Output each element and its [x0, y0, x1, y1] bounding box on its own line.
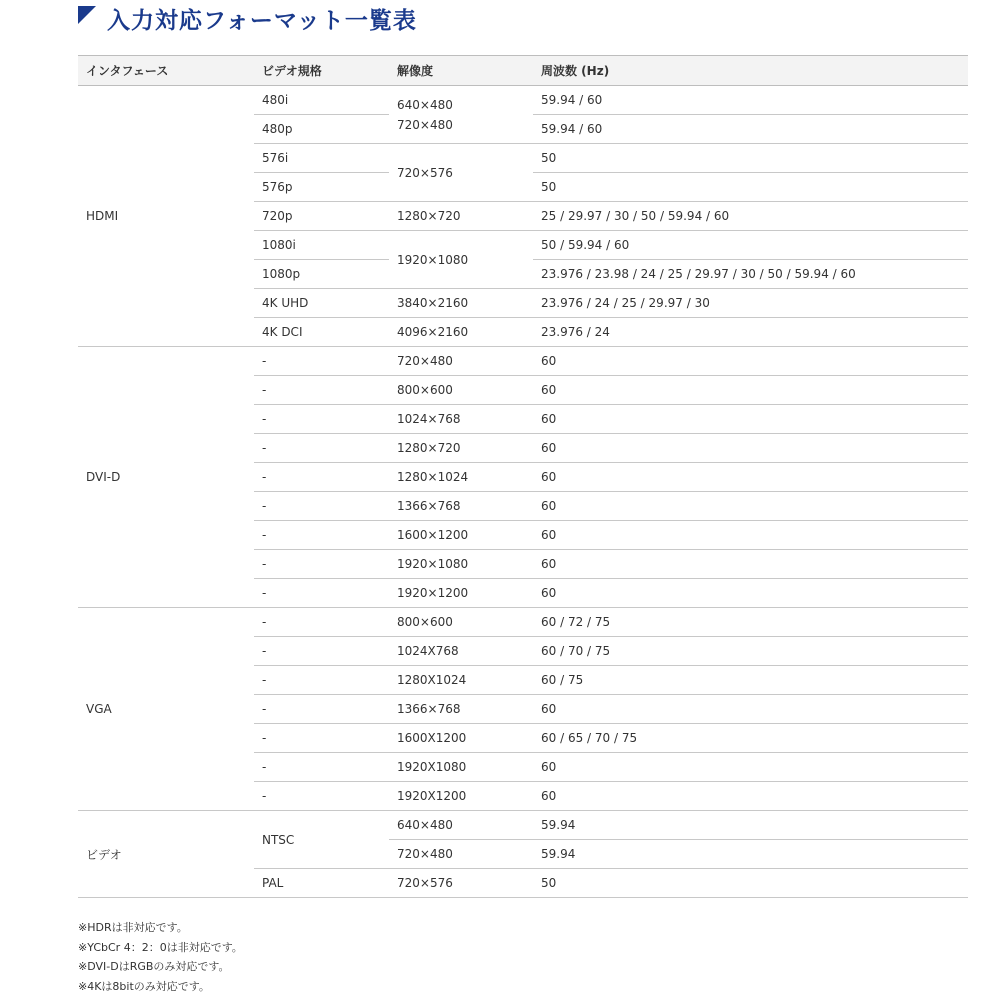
- resolution-cell: 720×480: [389, 347, 533, 376]
- standard-cell: 1080i: [254, 231, 389, 260]
- resolution-cell: 1600X1200: [389, 724, 533, 753]
- standard-cell: 720p: [254, 202, 389, 231]
- frequency-cell: 50 / 59.94 / 60: [533, 231, 968, 260]
- resolution-cell: 1280×720: [389, 202, 533, 231]
- resolution-cell: 1920×1080: [389, 550, 533, 579]
- header-resolution: 解像度: [389, 56, 533, 86]
- resolution-cell: 3840×2160: [389, 289, 533, 318]
- standard-cell: -: [254, 376, 389, 405]
- resolution-line: 640×480: [397, 97, 453, 112]
- interface-cell: ビデオ: [78, 811, 254, 898]
- frequency-cell: 60 / 70 / 75: [533, 637, 968, 666]
- resolution-cell: 720×480: [389, 840, 533, 869]
- notes-list: [78, 918, 243, 996]
- resolution-cell: 1920×1200: [389, 579, 533, 608]
- standard-cell: 480p: [254, 115, 389, 144]
- resolution-cell: 640×480: [389, 811, 533, 840]
- standard-cell: -: [254, 434, 389, 463]
- standard-cell: -: [254, 724, 389, 753]
- standard-cell: -: [254, 608, 389, 637]
- standard-cell: -: [254, 405, 389, 434]
- frequency-cell: 50: [533, 173, 968, 202]
- interface-cell: HDMI: [78, 86, 254, 347]
- standard-cell: -: [254, 521, 389, 550]
- standard-cell: -: [254, 753, 389, 782]
- table-row: [78, 86, 968, 115]
- resolution-cell: 800×600: [389, 376, 533, 405]
- resolution-cell: 720×576: [389, 869, 533, 898]
- resolution-cell: 4096×2160: [389, 318, 533, 347]
- frequency-cell: 60: [533, 434, 968, 463]
- note-item: ※HDRは非対応です。: [78, 921, 188, 934]
- standard-cell: PAL: [254, 869, 389, 898]
- title-corner-mark-icon: [78, 6, 96, 24]
- header-video-standard: ビデオ規格: [254, 56, 389, 86]
- frequency-cell: 50: [533, 869, 968, 898]
- frequency-cell: 60: [533, 782, 968, 811]
- standard-cell: -: [254, 492, 389, 521]
- standard-cell: 576p: [254, 173, 389, 202]
- resolution-cell: 1280×1024: [389, 463, 533, 492]
- note-item: ※4Kは8bitのみ対応です。: [78, 979, 210, 993]
- resolution-cell: 1280X1024: [389, 666, 533, 695]
- page-title-text: 入力対応フォーマット一覧表: [107, 7, 417, 34]
- standard-cell: 4K DCI: [254, 318, 389, 347]
- resolution-cell: [389, 86, 533, 144]
- frequency-cell: 25 / 29.97 / 30 / 50 / 59.94 / 60: [533, 202, 968, 231]
- frequency-cell: 59.94: [533, 840, 968, 869]
- note-item: ※DVI-DはRGBのみ対応です。: [78, 960, 230, 973]
- frequency-cell: 60: [533, 492, 968, 521]
- standard-cell: 4K UHD: [254, 289, 389, 318]
- format-table: [78, 55, 968, 898]
- frequency-cell: 60: [533, 753, 968, 782]
- table-row: [78, 347, 968, 376]
- table-row: [78, 608, 968, 637]
- frequency-cell: 60: [533, 579, 968, 608]
- standard-cell: 576i: [254, 144, 389, 173]
- frequency-cell: 23.976 / 24 / 25 / 29.97 / 30: [533, 289, 968, 318]
- frequency-cell: 60: [533, 521, 968, 550]
- interface-cell: VGA: [78, 608, 254, 811]
- frequency-cell: 59.94 / 60: [533, 115, 968, 144]
- video-group: [78, 811, 968, 898]
- page-title: [78, 0, 417, 36]
- standard-cell: -: [254, 347, 389, 376]
- frequency-cell: 60: [533, 376, 968, 405]
- resolution-cell: 1024X768: [389, 637, 533, 666]
- header-frequency: 周波数 (Hz): [533, 56, 968, 86]
- frequency-cell: 23.976 / 23.98 / 24 / 25 / 29.97 / 30 / 50 / 59.94 / 60: [533, 260, 968, 289]
- standard-cell: NTSC: [254, 811, 389, 869]
- standard-cell: -: [254, 463, 389, 492]
- table-row: [78, 811, 968, 840]
- dvi-group: [78, 347, 968, 608]
- frequency-cell: 59.94: [533, 811, 968, 840]
- header-interface: インタフェース: [78, 56, 254, 86]
- resolution-cell: 1920X1080: [389, 753, 533, 782]
- resolution-cell: 1024×768: [389, 405, 533, 434]
- resolution-cell: 1366×768: [389, 492, 533, 521]
- standard-cell: -: [254, 666, 389, 695]
- note-item: ※YCbCr 4：2：0は非対応です。: [78, 940, 243, 954]
- standard-cell: 480i: [254, 86, 389, 115]
- resolution-cell: 1920×1080: [389, 231, 533, 289]
- vga-group: [78, 608, 968, 811]
- standard-cell: -: [254, 550, 389, 579]
- frequency-cell: 60: [533, 550, 968, 579]
- frequency-cell: 60 / 72 / 75: [533, 608, 968, 637]
- frequency-cell: 60: [533, 695, 968, 724]
- standard-cell: -: [254, 637, 389, 666]
- frequency-cell: 50: [533, 144, 968, 173]
- table-header-row: [78, 56, 968, 86]
- interface-cell: DVI-D: [78, 347, 254, 608]
- frequency-cell: 60: [533, 347, 968, 376]
- resolution-line: 720×480: [397, 117, 453, 132]
- frequency-cell: 60 / 75: [533, 666, 968, 695]
- frequency-cell: 23.976 / 24: [533, 318, 968, 347]
- frequency-cell: 59.94 / 60: [533, 86, 968, 115]
- hdmi-group: [78, 86, 968, 347]
- frequency-cell: 60: [533, 405, 968, 434]
- resolution-cell: 1280×720: [389, 434, 533, 463]
- frequency-cell: 60: [533, 463, 968, 492]
- resolution-cell: 1366×768: [389, 695, 533, 724]
- resolution-cell: 1920X1200: [389, 782, 533, 811]
- frequency-cell: 60 / 65 / 70 / 75: [533, 724, 968, 753]
- standard-cell: -: [254, 695, 389, 724]
- resolution-cell: 1600×1200: [389, 521, 533, 550]
- resolution-cell: 720×576: [389, 144, 533, 202]
- standard-cell: 1080p: [254, 260, 389, 289]
- standard-cell: -: [254, 579, 389, 608]
- standard-cell: -: [254, 782, 389, 811]
- resolution-cell: 800×600: [389, 608, 533, 637]
